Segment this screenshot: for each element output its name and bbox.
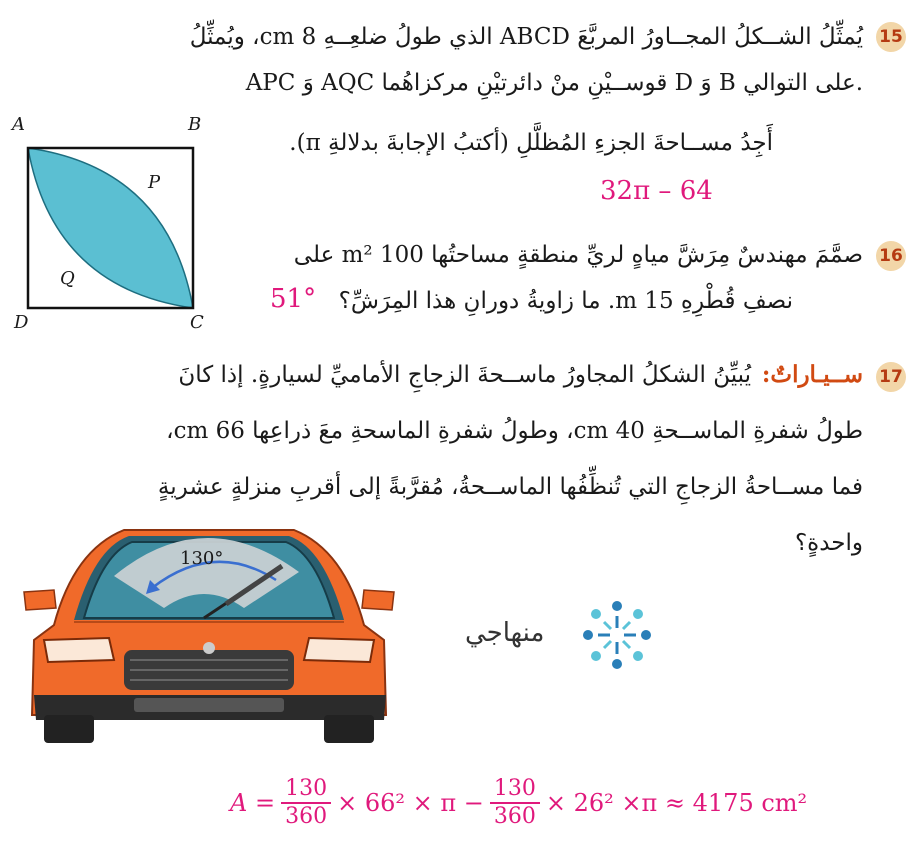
question-number-15: 15 xyxy=(876,22,906,52)
question-number-16: 16 xyxy=(876,241,906,271)
label-P: P xyxy=(148,172,161,193)
q15-answer: 32π – 64 xyxy=(600,176,713,206)
label-Q: Q xyxy=(60,268,75,289)
q15-text-line1: يُمثِّلُ الشــكلُ المجــاورُ المربَّعَ ABCD الذي طولُ ضلعِــهِ 8 cm، ويُمثِّلُ xyxy=(189,24,863,50)
fraction-1-numerator: 130 xyxy=(281,776,331,804)
fraction-2-denominator: 360 xyxy=(493,804,536,829)
q16-answer: 51° xyxy=(270,284,317,314)
q17-text-line4: واحدةٍ؟ xyxy=(794,530,863,556)
q17-answer-formula xyxy=(230,776,807,830)
wiper-angle-label: 130° xyxy=(180,548,224,569)
label-B: B xyxy=(188,114,202,135)
square-figure xyxy=(0,110,230,340)
q17-text-line3: فما مســاحةُ الزجاجِ التي تُنظِّفُها الماســحةُ، مُقرَّبةً إلى أقربِ منزلةٍ عشريةٍ xyxy=(157,474,863,500)
q17-text-line2: طولُ شفرةِ الماســحةِ 40 cm، وطولُ شفرةِ الماسحةِ معَ ذراعِها 66 cm، xyxy=(166,418,863,444)
q17-title: ســيـاراتٌ: xyxy=(761,361,863,388)
fraction-2-numerator: 130 xyxy=(490,776,540,804)
manhaji-logo-text: منهاجي xyxy=(465,618,545,648)
formula-fraction-2 xyxy=(490,776,540,830)
formula-fraction-1 xyxy=(281,776,331,830)
car-illustration xyxy=(14,510,404,750)
q16-text-line1: صمَّمَ مهندسٌ مِرَشَّ مياهٍ لريِّ منطقةٍ مساحتُها 100 m² على xyxy=(293,242,863,268)
formula-lhs: A = xyxy=(230,789,276,817)
label-A: A xyxy=(12,114,25,135)
q15-text-line2: APC وَ AQC قوســيْنِ منْ دائرتيْنِ مركزاهُما D وَ B على التوالي. xyxy=(245,70,863,96)
formula-term-2: × 26² ×π ≈ 4175 cm² xyxy=(545,789,808,817)
question-number-17: 17 xyxy=(876,362,906,392)
label-C: C xyxy=(190,312,204,333)
fraction-1-denominator: 360 xyxy=(285,804,328,829)
manhaji-logo-icon xyxy=(580,598,654,672)
q17-text-line1: يُبيِّنُ الشكلُ المجاورُ ماســحةَ الزجاجِ الأماميِّ لسيارةٍ. إذا كانَ xyxy=(178,362,751,388)
q16-text-line2: نصفِ قُطْرِهِ 15 m. ما زاويةُ دورانِ هذا المِرَشِّ؟ xyxy=(338,288,793,314)
shaded-lens xyxy=(28,148,193,308)
formula-term-1: × 66² × π − xyxy=(337,789,484,817)
label-D: D xyxy=(14,312,29,333)
q15-text-line3: أَجِدُ مســاحةَ الجزءِ المُظلَّلِ (أكتبُ الإجابةَ بدلالةِ π). xyxy=(289,130,773,156)
